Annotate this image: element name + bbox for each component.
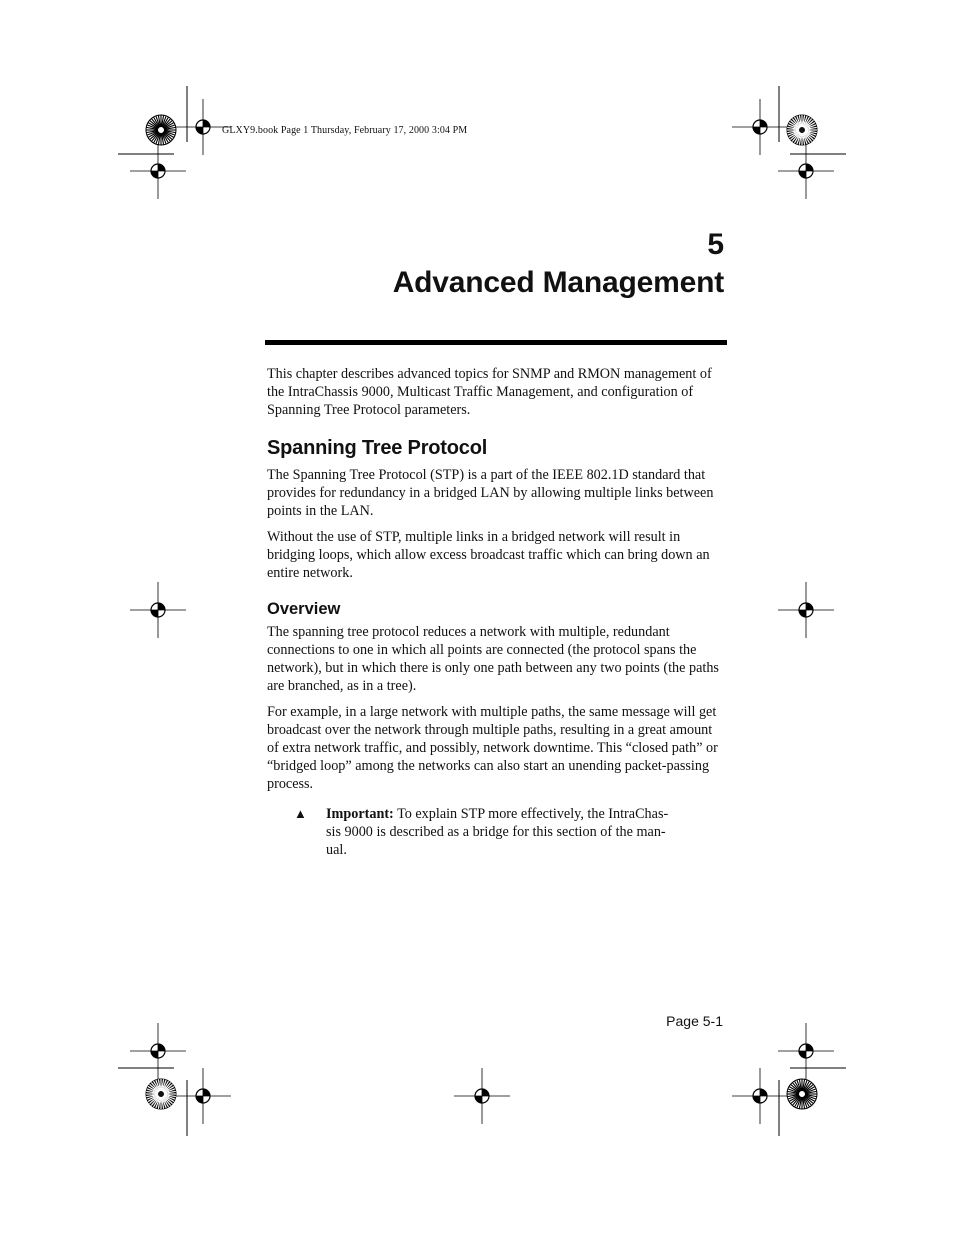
note-text: To explain STP more effectively, the IntraChas-sis 9000 is described as a bridge for this section of the man-ual. bbox=[326, 806, 669, 858]
section-paragraph: The Spanning Tree Protocol (STP) is a part of the IEEE 802.1D standard that provides for redundancy in a bridged LAN by allowing multiple links between points in the LAN. bbox=[267, 467, 714, 519]
registration-target bbox=[130, 582, 186, 638]
section-heading: Spanning Tree Protocol bbox=[267, 437, 488, 459]
registration-target bbox=[778, 1023, 834, 1079]
chapter-body bbox=[267, 365, 727, 859]
registration-star bbox=[146, 1079, 176, 1109]
registration-target bbox=[778, 143, 834, 199]
registration-star bbox=[787, 115, 817, 145]
subsection-heading: Overview bbox=[267, 600, 341, 618]
registration-star bbox=[146, 115, 176, 145]
registration-target bbox=[778, 582, 834, 638]
page-number: Page 5-1 bbox=[666, 1013, 723, 1029]
subsection-paragraph: The spanning tree protocol reduces a network with multiple, redundant connections to one in which all points are connected (the protocol spans the network), but in which there is only one path between any two points (the paths are branched, as in a tree). bbox=[267, 624, 719, 694]
registration-target bbox=[732, 99, 788, 155]
important-note bbox=[267, 805, 671, 859]
note-label: Important: bbox=[326, 806, 394, 822]
chapter-number: 5 bbox=[707, 228, 724, 261]
section-paragraph: Without the use of STP, multiple links in a bridged network will result in bridging loops, which allow excess broadcast traffic which can bring down an entire network. bbox=[267, 529, 710, 581]
registration-star bbox=[787, 1079, 817, 1109]
chapter-title: Advanced Management bbox=[392, 266, 724, 299]
subsection-paragraph: For example, in a large network with multiple paths, the same message will get broadcast over the network through multiple paths, resulting in a great amount of extra network traffic, and possibly, network downtime. This “closed path” or “bridged loop” among the networks can also start an unending packet-passing process. bbox=[267, 704, 718, 792]
registration-target bbox=[175, 1068, 231, 1124]
print-stamp: GLXY9.book Page 1 Thursday, February 17, 2000 3:04 PM bbox=[222, 125, 468, 136]
title-rule bbox=[265, 340, 727, 345]
intro-paragraph: This chapter describes advanced topics for SNMP and RMON management of the IntraChassis 9000, Multicast Traffic Management, and configuration of Spanning Tree Protocol parameters. bbox=[267, 366, 712, 418]
registration-target bbox=[130, 143, 186, 199]
registration-target bbox=[454, 1068, 510, 1124]
registration-target bbox=[732, 1068, 788, 1124]
registration-target bbox=[130, 1023, 186, 1079]
triangle-icon: ▲ bbox=[294, 806, 307, 821]
